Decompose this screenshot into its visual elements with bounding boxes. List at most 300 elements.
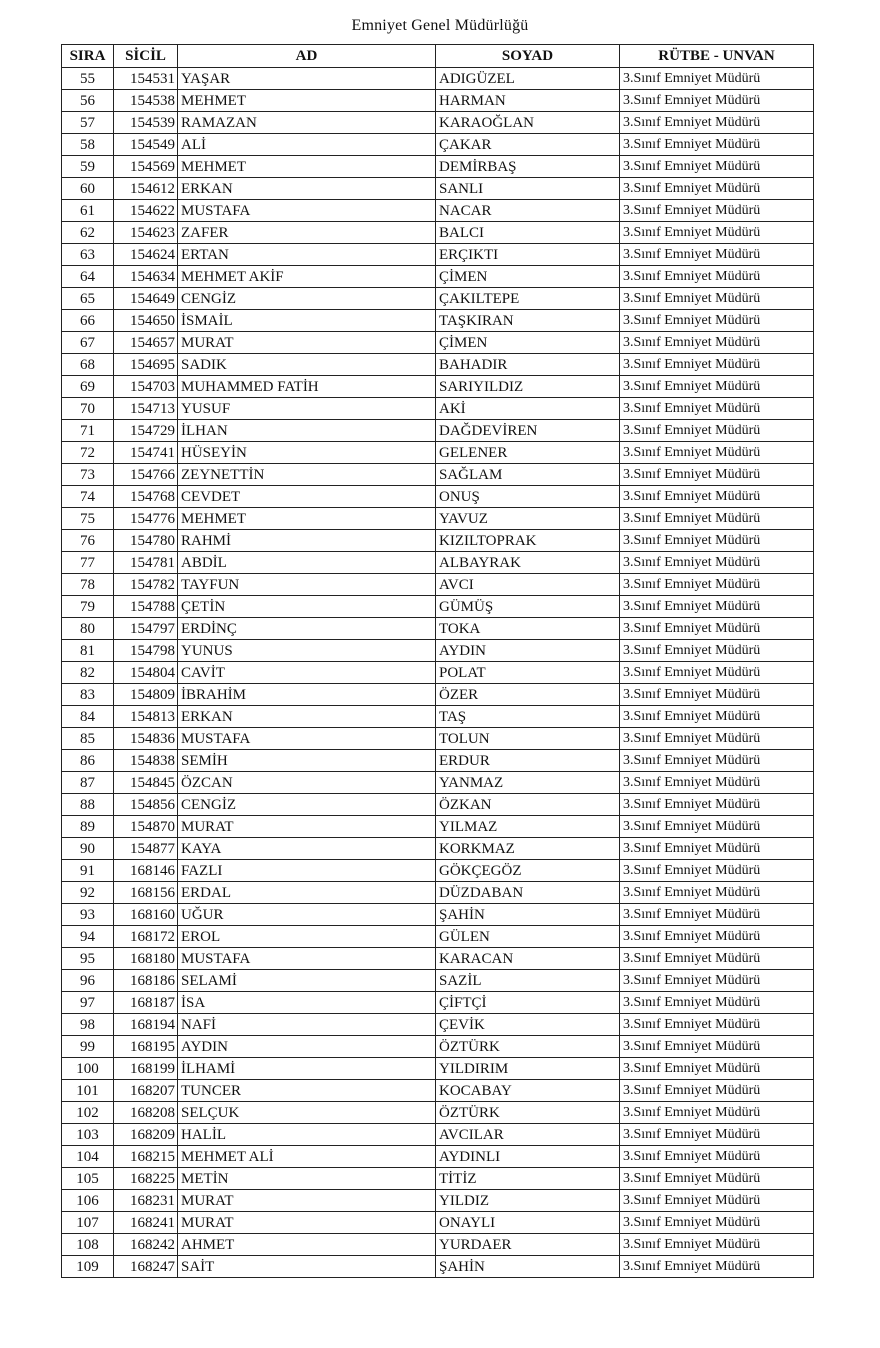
cell-rutbe: 3.Sınıf Emniyet Müdürü — [620, 1058, 814, 1080]
cell-sira: 103 — [62, 1124, 114, 1146]
cell-sira: 55 — [62, 68, 114, 90]
cell-sira: 70 — [62, 398, 114, 420]
table-row — [62, 794, 814, 816]
cell-ad: MUHAMMED FATİH — [178, 376, 436, 398]
table-row — [62, 288, 814, 310]
cell-sicil: 154877 — [114, 838, 178, 860]
cell-sicil: 154649 — [114, 288, 178, 310]
cell-ad: NAFİ — [178, 1014, 436, 1036]
table-row — [62, 640, 814, 662]
cell-soyad: ÇİMEN — [436, 266, 620, 288]
cell-rutbe: 3.Sınıf Emniyet Müdürü — [620, 90, 814, 112]
cell-rutbe: 3.Sınıf Emniyet Müdürü — [620, 838, 814, 860]
cell-rutbe: 3.Sınıf Emniyet Müdürü — [620, 1256, 814, 1278]
cell-ad: İSMAİL — [178, 310, 436, 332]
cell-sira: 87 — [62, 772, 114, 794]
cell-sira: 59 — [62, 156, 114, 178]
cell-rutbe: 3.Sınıf Emniyet Müdürü — [620, 1014, 814, 1036]
cell-sira: 92 — [62, 882, 114, 904]
cell-sira: 79 — [62, 596, 114, 618]
cell-sicil: 154804 — [114, 662, 178, 684]
cell-sira: 99 — [62, 1036, 114, 1058]
cell-sicil: 168225 — [114, 1168, 178, 1190]
cell-sicil: 154797 — [114, 618, 178, 640]
cell-rutbe: 3.Sınıf Emniyet Müdürü — [620, 772, 814, 794]
cell-sira: 85 — [62, 728, 114, 750]
cell-sira: 98 — [62, 1014, 114, 1036]
table-row — [62, 1146, 814, 1168]
table-row — [62, 508, 814, 530]
cell-rutbe: 3.Sınıf Emniyet Müdürü — [620, 816, 814, 838]
cell-soyad: KARAOĞLAN — [436, 112, 620, 134]
cell-sicil: 154809 — [114, 684, 178, 706]
cell-sira: 108 — [62, 1234, 114, 1256]
cell-sicil: 168231 — [114, 1190, 178, 1212]
table-row — [62, 574, 814, 596]
cell-sicil: 168160 — [114, 904, 178, 926]
cell-ad: MURAT — [178, 1212, 436, 1234]
table-row — [62, 1212, 814, 1234]
cell-sira: 61 — [62, 200, 114, 222]
cell-sicil: 154776 — [114, 508, 178, 530]
cell-ad: İLHAN — [178, 420, 436, 442]
table-row — [62, 156, 814, 178]
cell-ad: AYDIN — [178, 1036, 436, 1058]
table-row — [62, 904, 814, 926]
cell-ad: CENGİZ — [178, 794, 436, 816]
cell-soyad: ÇİMEN — [436, 332, 620, 354]
cell-rutbe: 3.Sınıf Emniyet Müdürü — [620, 948, 814, 970]
cell-soyad: ŞAHİN — [436, 1256, 620, 1278]
cell-sicil: 168156 — [114, 882, 178, 904]
cell-ad: MUSTAFA — [178, 728, 436, 750]
cell-soyad: YAVUZ — [436, 508, 620, 530]
cell-ad: ERDİNÇ — [178, 618, 436, 640]
cell-soyad: ÖZTÜRK — [436, 1102, 620, 1124]
column-header-sicil: SİCİL — [114, 45, 178, 68]
cell-soyad: AYDINLI — [436, 1146, 620, 1168]
cell-sira: 86 — [62, 750, 114, 772]
cell-sicil: 154782 — [114, 574, 178, 596]
table-row — [62, 838, 814, 860]
cell-sira: 102 — [62, 1102, 114, 1124]
table-row — [62, 816, 814, 838]
cell-sira: 71 — [62, 420, 114, 442]
cell-sira: 97 — [62, 992, 114, 1014]
cell-sira: 65 — [62, 288, 114, 310]
cell-ad: HÜSEYİN — [178, 442, 436, 464]
table-row — [62, 1234, 814, 1256]
cell-rutbe: 3.Sınıf Emniyet Müdürü — [620, 508, 814, 530]
table-row — [62, 178, 814, 200]
cell-sira: 83 — [62, 684, 114, 706]
cell-ad: CEVDET — [178, 486, 436, 508]
cell-sicil: 168207 — [114, 1080, 178, 1102]
cell-sira: 91 — [62, 860, 114, 882]
cell-soyad: ONUŞ — [436, 486, 620, 508]
cell-ad: İLHAMİ — [178, 1058, 436, 1080]
cell-ad: MEHMET ALİ — [178, 1146, 436, 1168]
table-row — [62, 464, 814, 486]
cell-ad: ZAFER — [178, 222, 436, 244]
header-row — [62, 45, 814, 68]
cell-sicil: 168194 — [114, 1014, 178, 1036]
cell-soyad: SAZİL — [436, 970, 620, 992]
cell-rutbe: 3.Sınıf Emniyet Müdürü — [620, 486, 814, 508]
cell-rutbe: 3.Sınıf Emniyet Müdürü — [620, 68, 814, 90]
cell-soyad: ADIGÜZEL — [436, 68, 620, 90]
cell-soyad: YILMAZ — [436, 816, 620, 838]
cell-sira: 100 — [62, 1058, 114, 1080]
cell-rutbe: 3.Sınıf Emniyet Müdürü — [620, 376, 814, 398]
cell-ad: SELÇUK — [178, 1102, 436, 1124]
cell-soyad: ÇEVİK — [436, 1014, 620, 1036]
cell-ad: MURAT — [178, 816, 436, 838]
cell-soyad: TOKA — [436, 618, 620, 640]
cell-sira: 104 — [62, 1146, 114, 1168]
cell-sicil: 168186 — [114, 970, 178, 992]
table-row — [62, 926, 814, 948]
cell-ad: YAŞAR — [178, 68, 436, 90]
cell-sicil: 168208 — [114, 1102, 178, 1124]
cell-rutbe: 3.Sınıf Emniyet Müdürü — [620, 530, 814, 552]
table-row — [62, 134, 814, 156]
cell-sicil: 168195 — [114, 1036, 178, 1058]
cell-sicil: 154695 — [114, 354, 178, 376]
cell-ad: SAİT — [178, 1256, 436, 1278]
cell-ad: YUSUF — [178, 398, 436, 420]
cell-rutbe: 3.Sınıf Emniyet Müdürü — [620, 200, 814, 222]
cell-rutbe: 3.Sınıf Emniyet Müdürü — [620, 970, 814, 992]
table-row — [62, 750, 814, 772]
cell-rutbe: 3.Sınıf Emniyet Müdürü — [620, 266, 814, 288]
cell-ad: RAMAZAN — [178, 112, 436, 134]
cell-rutbe: 3.Sınıf Emniyet Müdürü — [620, 178, 814, 200]
cell-sira: 81 — [62, 640, 114, 662]
cell-ad: AHMET — [178, 1234, 436, 1256]
cell-sicil: 154845 — [114, 772, 178, 794]
table-row — [62, 244, 814, 266]
cell-sira: 88 — [62, 794, 114, 816]
table-row — [62, 684, 814, 706]
cell-sicil: 154650 — [114, 310, 178, 332]
table-row — [62, 266, 814, 288]
cell-sicil: 154870 — [114, 816, 178, 838]
cell-soyad: YANMAZ — [436, 772, 620, 794]
column-header-soyad: SOYAD — [436, 45, 620, 68]
cell-rutbe: 3.Sınıf Emniyet Müdürü — [620, 1036, 814, 1058]
cell-rutbe: 3.Sınıf Emniyet Müdürü — [620, 992, 814, 1014]
table-row — [62, 1058, 814, 1080]
cell-sira: 94 — [62, 926, 114, 948]
cell-ad: METİN — [178, 1168, 436, 1190]
cell-soyad: DEMİRBAŞ — [436, 156, 620, 178]
cell-ad: SADIK — [178, 354, 436, 376]
cell-soyad: ÖZTÜRK — [436, 1036, 620, 1058]
cell-soyad: POLAT — [436, 662, 620, 684]
column-header-sira: SIRA — [62, 45, 114, 68]
table-row — [62, 112, 814, 134]
cell-ad: ERDAL — [178, 882, 436, 904]
cell-rutbe: 3.Sınıf Emniyet Müdürü — [620, 750, 814, 772]
cell-soyad: ÇİFTÇİ — [436, 992, 620, 1014]
cell-sicil: 154569 — [114, 156, 178, 178]
cell-rutbe: 3.Sınıf Emniyet Müdürü — [620, 618, 814, 640]
cell-ad: ERTAN — [178, 244, 436, 266]
table-row — [62, 772, 814, 794]
cell-soyad: GÜLEN — [436, 926, 620, 948]
table-row — [62, 200, 814, 222]
cell-ad: HALİL — [178, 1124, 436, 1146]
table-header — [62, 45, 814, 68]
cell-soyad: KARACAN — [436, 948, 620, 970]
cell-rutbe: 3.Sınıf Emniyet Müdürü — [620, 332, 814, 354]
cell-sira: 107 — [62, 1212, 114, 1234]
cell-sira: 58 — [62, 134, 114, 156]
cell-soyad: AVCI — [436, 574, 620, 596]
table-row — [62, 530, 814, 552]
cell-soyad: ÖZER — [436, 684, 620, 706]
cell-soyad: YURDAER — [436, 1234, 620, 1256]
cell-soyad: ALBAYRAK — [436, 552, 620, 574]
table-row — [62, 1036, 814, 1058]
cell-ad: KAYA — [178, 838, 436, 860]
cell-rutbe: 3.Sınıf Emniyet Müdürü — [620, 1168, 814, 1190]
column-header-ad: AD — [178, 45, 436, 68]
cell-ad: MURAT — [178, 332, 436, 354]
cell-ad: CAVİT — [178, 662, 436, 684]
cell-soyad: AYDIN — [436, 640, 620, 662]
table-row — [62, 1014, 814, 1036]
table-row — [62, 882, 814, 904]
cell-ad: MURAT — [178, 1190, 436, 1212]
cell-soyad: ÇAKAR — [436, 134, 620, 156]
cell-ad: SEMİH — [178, 750, 436, 772]
cell-sira: 109 — [62, 1256, 114, 1278]
cell-sicil: 168199 — [114, 1058, 178, 1080]
table-row — [62, 1256, 814, 1278]
table-row — [62, 222, 814, 244]
cell-rutbe: 3.Sınıf Emniyet Müdürü — [620, 728, 814, 750]
cell-sicil: 168242 — [114, 1234, 178, 1256]
table-row — [62, 1102, 814, 1124]
cell-rutbe: 3.Sınıf Emniyet Müdürü — [620, 1080, 814, 1102]
cell-rutbe: 3.Sınıf Emniyet Müdürü — [620, 860, 814, 882]
cell-sicil: 154531 — [114, 68, 178, 90]
cell-soyad: YILDIRIM — [436, 1058, 620, 1080]
table-row — [62, 706, 814, 728]
cell-rutbe: 3.Sınıf Emniyet Müdürü — [620, 310, 814, 332]
cell-soyad: ÖZKAN — [436, 794, 620, 816]
table-row — [62, 1080, 814, 1102]
cell-sicil: 154703 — [114, 376, 178, 398]
table-row — [62, 486, 814, 508]
cell-ad: TUNCER — [178, 1080, 436, 1102]
cell-sira: 62 — [62, 222, 114, 244]
cell-ad: TAYFUN — [178, 574, 436, 596]
cell-sicil: 154539 — [114, 112, 178, 134]
table-row — [62, 662, 814, 684]
cell-soyad: SARIYILDIZ — [436, 376, 620, 398]
cell-rutbe: 3.Sınıf Emniyet Müdürü — [620, 574, 814, 596]
cell-ad: MEHMET — [178, 508, 436, 530]
cell-soyad: KOCABAY — [436, 1080, 620, 1102]
cell-soyad: DAĞDEVİREN — [436, 420, 620, 442]
cell-sicil: 168247 — [114, 1256, 178, 1278]
table-row — [62, 618, 814, 640]
cell-soyad: ERDUR — [436, 750, 620, 772]
cell-rutbe: 3.Sınıf Emniyet Müdürü — [620, 244, 814, 266]
cell-sira: 84 — [62, 706, 114, 728]
table-row — [62, 552, 814, 574]
cell-rutbe: 3.Sınıf Emniyet Müdürü — [620, 926, 814, 948]
cell-sira: 106 — [62, 1190, 114, 1212]
cell-sira: 72 — [62, 442, 114, 464]
cell-rutbe: 3.Sınıf Emniyet Müdürü — [620, 1234, 814, 1256]
cell-sicil: 168146 — [114, 860, 178, 882]
cell-rutbe: 3.Sınıf Emniyet Müdürü — [620, 354, 814, 376]
cell-sira: 69 — [62, 376, 114, 398]
table-row — [62, 68, 814, 90]
cell-ad: ÇETİN — [178, 596, 436, 618]
cell-sira: 95 — [62, 948, 114, 970]
cell-ad: YUNUS — [178, 640, 436, 662]
cell-sicil: 168180 — [114, 948, 178, 970]
cell-ad: FAZLI — [178, 860, 436, 882]
cell-ad: ÖZCAN — [178, 772, 436, 794]
cell-sicil: 154780 — [114, 530, 178, 552]
cell-ad: MUSTAFA — [178, 200, 436, 222]
cell-rutbe: 3.Sınıf Emniyet Müdürü — [620, 794, 814, 816]
table-row — [62, 1168, 814, 1190]
table-row — [62, 90, 814, 112]
cell-sicil: 154798 — [114, 640, 178, 662]
cell-ad: MEHMET — [178, 90, 436, 112]
cell-rutbe: 3.Sınıf Emniyet Müdürü — [620, 640, 814, 662]
cell-soyad: KIZILTOPRAK — [436, 530, 620, 552]
cell-rutbe: 3.Sınıf Emniyet Müdürü — [620, 1146, 814, 1168]
table-row — [62, 728, 814, 750]
cell-sira: 101 — [62, 1080, 114, 1102]
cell-rutbe: 3.Sınıf Emniyet Müdürü — [620, 882, 814, 904]
table-body — [62, 68, 814, 1278]
table-row — [62, 332, 814, 354]
cell-ad: İBRAHİM — [178, 684, 436, 706]
cell-soyad: GÖKÇEGÖZ — [436, 860, 620, 882]
table-row — [62, 398, 814, 420]
cell-sicil: 154657 — [114, 332, 178, 354]
cell-soyad: ŞAHİN — [436, 904, 620, 926]
cell-sira: 57 — [62, 112, 114, 134]
cell-ad: İSA — [178, 992, 436, 1014]
cell-ad: ABDİL — [178, 552, 436, 574]
cell-ad: ALİ — [178, 134, 436, 156]
cell-sicil: 154781 — [114, 552, 178, 574]
cell-sicil: 154612 — [114, 178, 178, 200]
cell-sira: 82 — [62, 662, 114, 684]
cell-soyad: ERÇIKTI — [436, 244, 620, 266]
cell-ad: CENGİZ — [178, 288, 436, 310]
cell-rutbe: 3.Sınıf Emniyet Müdürü — [620, 904, 814, 926]
cell-soyad: KORKMAZ — [436, 838, 620, 860]
cell-sicil: 154856 — [114, 794, 178, 816]
cell-sira: 67 — [62, 332, 114, 354]
cell-rutbe: 3.Sınıf Emniyet Müdürü — [620, 1102, 814, 1124]
cell-rutbe: 3.Sınıf Emniyet Müdürü — [620, 398, 814, 420]
table-row — [62, 860, 814, 882]
cell-ad: ERKAN — [178, 178, 436, 200]
cell-ad: ZEYNETTİN — [178, 464, 436, 486]
cell-sira: 68 — [62, 354, 114, 376]
cell-sira: 74 — [62, 486, 114, 508]
cell-soyad: ONAYLI — [436, 1212, 620, 1234]
table-row — [62, 376, 814, 398]
cell-sira: 73 — [62, 464, 114, 486]
cell-rutbe: 3.Sınıf Emniyet Müdürü — [620, 662, 814, 684]
cell-sicil: 154622 — [114, 200, 178, 222]
cell-ad: UĞUR — [178, 904, 436, 926]
cell-rutbe: 3.Sınıf Emniyet Müdürü — [620, 1212, 814, 1234]
personnel-table — [61, 44, 814, 1278]
cell-rutbe: 3.Sınıf Emniyet Müdürü — [620, 464, 814, 486]
cell-soyad: AVCILAR — [436, 1124, 620, 1146]
cell-sicil: 154836 — [114, 728, 178, 750]
cell-soyad: HARMAN — [436, 90, 620, 112]
cell-soyad: TAŞKIRAN — [436, 310, 620, 332]
table-row — [62, 442, 814, 464]
cell-soyad: TOLUN — [436, 728, 620, 750]
table-row — [62, 948, 814, 970]
cell-sicil: 154838 — [114, 750, 178, 772]
cell-sira: 89 — [62, 816, 114, 838]
cell-ad: EROL — [178, 926, 436, 948]
cell-rutbe: 3.Sınıf Emniyet Müdürü — [620, 1124, 814, 1146]
cell-sicil: 154813 — [114, 706, 178, 728]
cell-rutbe: 3.Sınıf Emniyet Müdürü — [620, 552, 814, 574]
cell-rutbe: 3.Sınıf Emniyet Müdürü — [620, 112, 814, 134]
cell-rutbe: 3.Sınıf Emniyet Müdürü — [620, 596, 814, 618]
cell-soyad: BAHADIR — [436, 354, 620, 376]
cell-sicil: 154549 — [114, 134, 178, 156]
cell-soyad: TİTİZ — [436, 1168, 620, 1190]
cell-soyad: NACAR — [436, 200, 620, 222]
cell-soyad: SANLI — [436, 178, 620, 200]
cell-ad: ERKAN — [178, 706, 436, 728]
table-row — [62, 596, 814, 618]
cell-soyad: YILDIZ — [436, 1190, 620, 1212]
cell-sicil: 154634 — [114, 266, 178, 288]
cell-sira: 90 — [62, 838, 114, 860]
cell-sira: 64 — [62, 266, 114, 288]
cell-sicil: 168215 — [114, 1146, 178, 1168]
cell-sicil: 154713 — [114, 398, 178, 420]
cell-sicil: 168187 — [114, 992, 178, 1014]
cell-soyad: TAŞ — [436, 706, 620, 728]
table-row — [62, 354, 814, 376]
cell-sira: 76 — [62, 530, 114, 552]
cell-sicil: 154624 — [114, 244, 178, 266]
cell-rutbe: 3.Sınıf Emniyet Müdürü — [620, 684, 814, 706]
table-row — [62, 992, 814, 1014]
cell-soyad: SAĞLAM — [436, 464, 620, 486]
cell-sicil: 154623 — [114, 222, 178, 244]
cell-ad: RAHMİ — [178, 530, 436, 552]
cell-ad: MUSTAFA — [178, 948, 436, 970]
page-title: Emniyet Genel Müdürlüğü — [351, 17, 529, 34]
cell-sicil: 168241 — [114, 1212, 178, 1234]
cell-sira: 75 — [62, 508, 114, 530]
cell-soyad: ÇAKILTEPE — [436, 288, 620, 310]
